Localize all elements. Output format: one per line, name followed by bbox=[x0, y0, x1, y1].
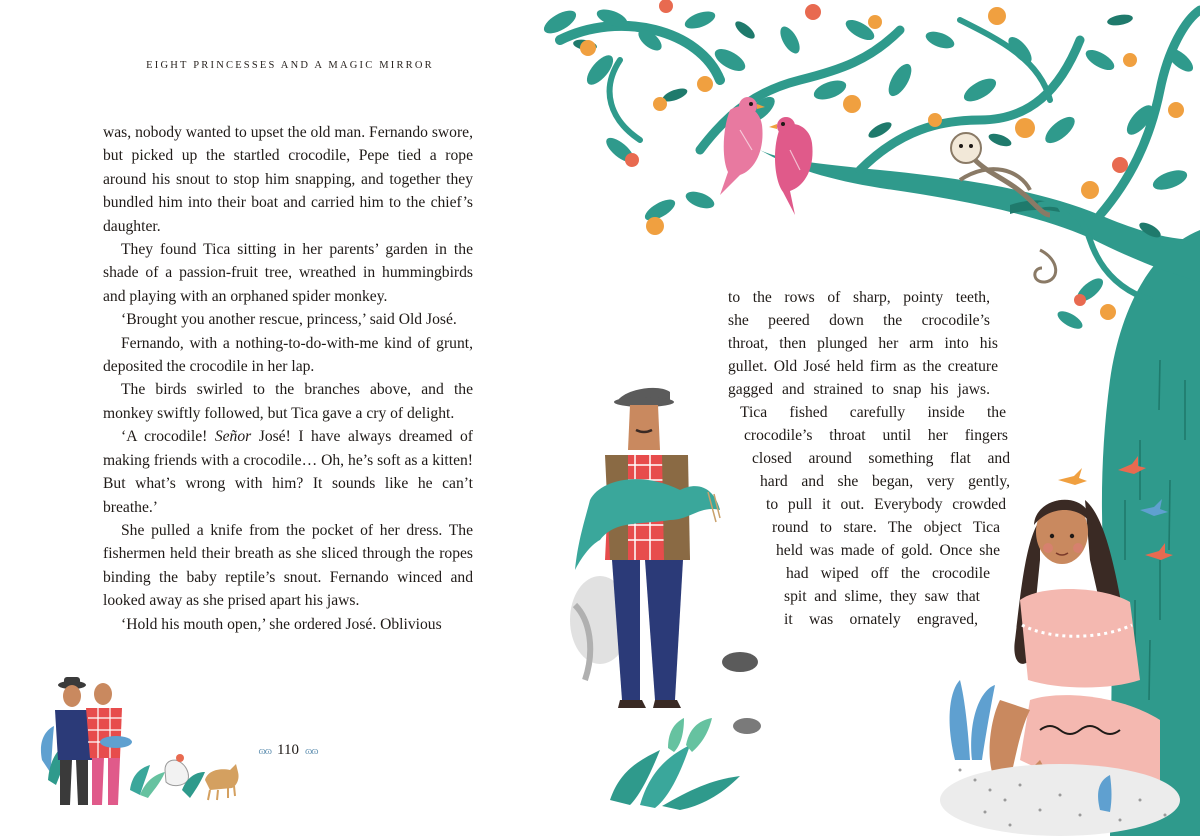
italic-senor: Señor bbox=[214, 428, 252, 446]
paragraph: was, nobody wanted to upset the old man. Fernando swore, but picked up the startled crocodile, Pepe tied a rope around his snout to stop him snapping, and together they bundled him into their boat and carried him to the chief’s daughter. bbox=[103, 124, 473, 235]
fishermen-vignette-illustration bbox=[41, 677, 239, 805]
text-line: spit and slime, they saw that bbox=[784, 588, 980, 605]
text-line: gullet. Old José held firm as the creature bbox=[728, 358, 998, 375]
text-line: had wiped off the crocodile bbox=[786, 565, 990, 582]
text-line: to the rows of sharp, pointy teeth, bbox=[728, 289, 990, 306]
page-ornament-left: ɷ bbox=[264, 745, 272, 757]
running-head: EIGHT PRINCESSES AND A MAGIC MIRROR bbox=[146, 60, 434, 71]
text-line: crocodile’s throat until her fingers bbox=[744, 427, 1008, 444]
quote-paragraph bbox=[103, 425, 473, 519]
center-plants-illustration bbox=[610, 718, 740, 810]
text-line: to pull it out. Everybody crowded bbox=[766, 496, 1006, 513]
text-line: closed around something flat and bbox=[752, 450, 1010, 467]
text-line: hard and she began, very gently, bbox=[760, 473, 1010, 490]
text-line: throat, then plunged her arm into his bbox=[728, 335, 998, 352]
quote-text-end: José! I have always dreamed of making friends with a crocodile… Oh, he’s soft as a kitten! But what’s wrong with him? It sounds like he can’t breathe.’ bbox=[103, 428, 473, 516]
paragraph: She pulled a knife from the pocket of her dress. The fishermen held their breath as she sliced through the ropes binding the baby reptile’s snout. Fernando winced and looked away as she prised apart his jaws. bbox=[103, 521, 473, 610]
left-page-text bbox=[103, 121, 473, 636]
paragraph: Fernando, with a nothing-to-do-with-me kind of grunt, deposited the crocodile in her lap. bbox=[103, 334, 473, 376]
paragraph: The birds swirled to the branches above, and the monkey swiftly followed, but Tica gave a cry of delight. bbox=[103, 381, 473, 422]
page-ornament-left: ɷ bbox=[258, 745, 265, 757]
page-ornament-right: ɷ bbox=[304, 745, 312, 757]
text-line: it was ornately engraved, bbox=[784, 611, 978, 628]
text-line: she peered down the crocodile’s bbox=[728, 312, 990, 329]
page-footer bbox=[238, 742, 338, 759]
page-ornament-right: ɷ bbox=[311, 745, 318, 757]
quote-text-start: ‘A crocodile! bbox=[121, 428, 215, 446]
text-line: gagged and strained to snap his jaws. bbox=[728, 381, 990, 398]
paragraph: ‘Hold his mouth open,’ she ordered José. Oblivious bbox=[121, 615, 442, 633]
text-line: held was made of gold. Once she bbox=[776, 542, 1000, 559]
page-number: 110 bbox=[277, 742, 299, 758]
paragraph: ‘Brought you another rescue, princess,’ said Old José. bbox=[121, 311, 457, 329]
right-page-text bbox=[700, 286, 1030, 631]
text-line: Tica fished carefully inside the bbox=[740, 404, 1006, 421]
paragraph: They found Tica sitting in her parents’ garden in the shade of a passion-fruit tree, wreathed in hummingbirds and playing with an orphaned spider monkey. bbox=[103, 241, 473, 305]
text-line: round to stare. The object Tica bbox=[772, 519, 1000, 536]
ground-texture-illustration bbox=[940, 764, 1180, 836]
